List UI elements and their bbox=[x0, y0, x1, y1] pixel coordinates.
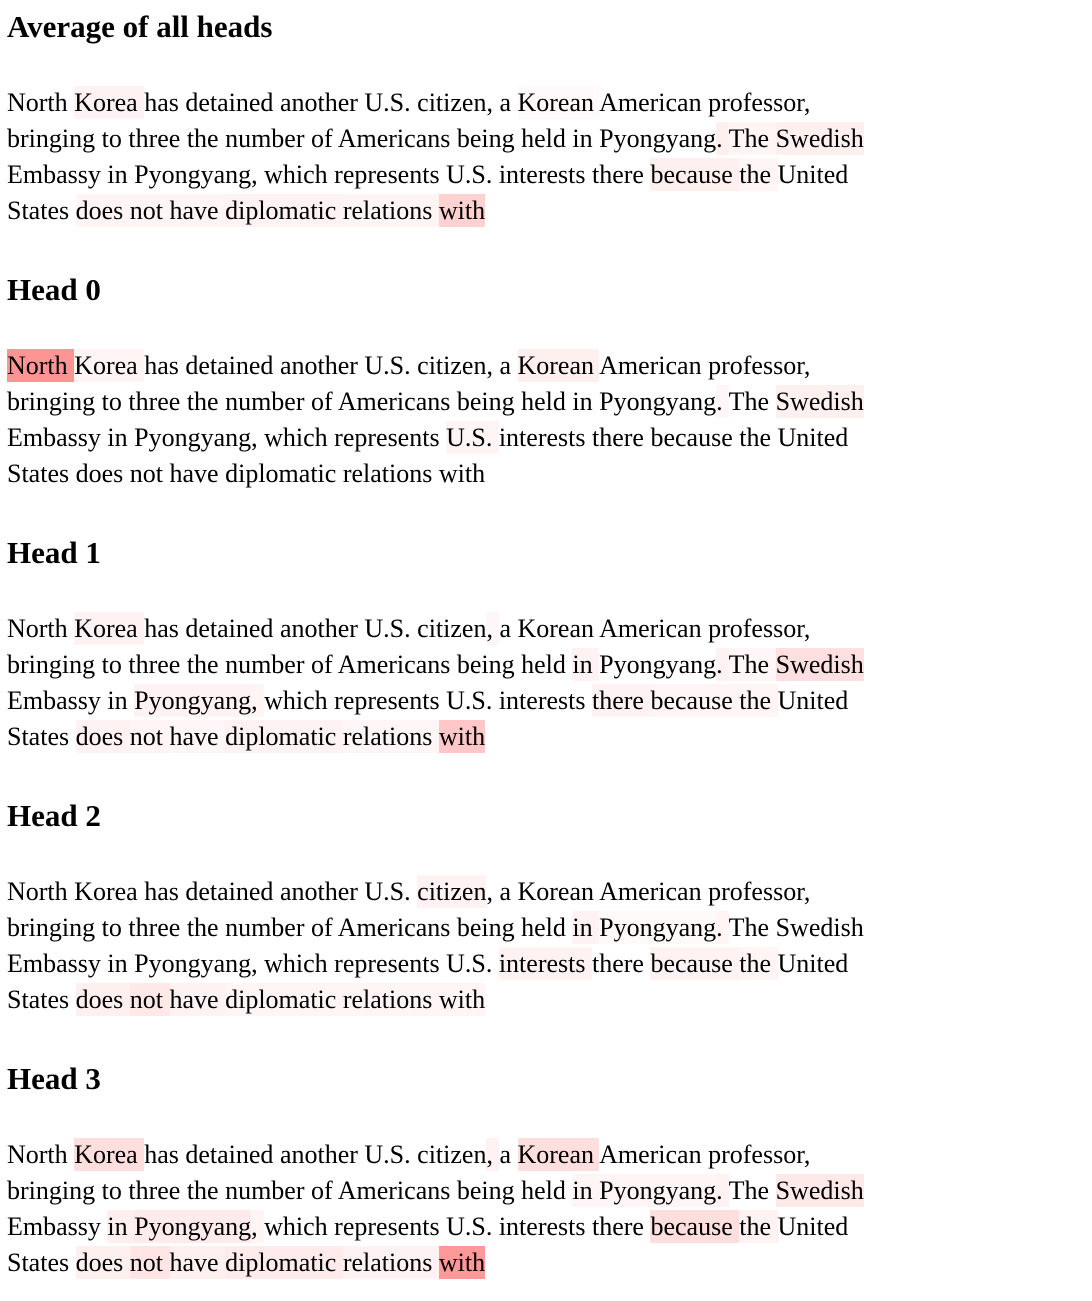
attention-token: , bbox=[803, 877, 811, 906]
attention-token: of bbox=[311, 650, 338, 679]
attention-token: American bbox=[599, 614, 709, 643]
attention-token: with bbox=[438, 459, 486, 488]
attention-token: in bbox=[572, 650, 600, 679]
attention-token: , bbox=[803, 1140, 811, 1169]
attention-token: Americans bbox=[337, 1176, 457, 1205]
attention-token: , bbox=[251, 686, 265, 715]
attention-token: held bbox=[521, 387, 573, 416]
attention-token: held bbox=[521, 650, 573, 679]
attention-token: in bbox=[107, 1212, 135, 1241]
attention-token: of bbox=[311, 387, 338, 416]
attention-token: being bbox=[456, 913, 522, 942]
attention-passage-head-1 bbox=[7, 611, 1082, 755]
attention-token: held bbox=[521, 913, 573, 942]
attention-token: professor bbox=[708, 877, 804, 906]
attention-token: United bbox=[777, 949, 849, 978]
attention-token: Americans bbox=[337, 650, 457, 679]
attention-token: a bbox=[499, 614, 518, 643]
attention-token: , bbox=[251, 160, 265, 189]
attention-token: have bbox=[169, 459, 226, 488]
attention-token: U.S. bbox=[446, 423, 499, 452]
attention-token: interests bbox=[498, 160, 592, 189]
attention-token: professor bbox=[708, 614, 804, 643]
attention-token: Korean bbox=[517, 614, 600, 643]
attention-token: a bbox=[499, 877, 518, 906]
attention-token: represents bbox=[334, 1212, 447, 1241]
attention-token: because bbox=[650, 160, 740, 189]
attention-token: the bbox=[186, 1176, 226, 1205]
attention-token: , bbox=[803, 351, 811, 380]
section-heading-average: Average of all heads bbox=[7, 9, 273, 44]
attention-token: in bbox=[572, 1176, 600, 1205]
attention-token: have bbox=[169, 196, 226, 225]
attention-token: has bbox=[144, 351, 186, 380]
attention-token: The bbox=[728, 1176, 776, 1205]
attention-token: of bbox=[311, 913, 338, 942]
attention-token: the bbox=[739, 423, 778, 452]
attention-token: the bbox=[739, 949, 778, 978]
attention-token: has bbox=[144, 877, 186, 906]
attention-token: three bbox=[128, 913, 187, 942]
attention-token: the bbox=[739, 1212, 778, 1241]
attention-token: American bbox=[599, 351, 709, 380]
attention-token: being bbox=[456, 650, 522, 679]
attention-token: Embassy bbox=[7, 686, 108, 715]
attention-token: with bbox=[438, 196, 486, 225]
attention-token: number bbox=[225, 124, 311, 153]
attention-token: which bbox=[264, 1212, 335, 1241]
attention-token: , bbox=[486, 351, 500, 380]
attention-token: , bbox=[486, 88, 500, 117]
attention-token: Pyongyang bbox=[599, 913, 717, 942]
attention-token: States bbox=[7, 985, 76, 1014]
attention-token: , bbox=[803, 614, 811, 643]
attention-token: which bbox=[264, 949, 335, 978]
attention-token: , bbox=[486, 614, 500, 643]
attention-token: U.S. bbox=[446, 1212, 499, 1241]
attention-token: number bbox=[225, 913, 311, 942]
attention-token: number bbox=[225, 650, 311, 679]
attention-token: which bbox=[264, 160, 335, 189]
section-heading-head-1: Head 1 bbox=[7, 535, 101, 570]
attention-token: The bbox=[728, 124, 776, 153]
attention-token: relations bbox=[342, 459, 439, 488]
attention-token: United bbox=[777, 1212, 849, 1241]
attention-token: Pyongyang bbox=[134, 160, 252, 189]
attention-token: the bbox=[739, 686, 778, 715]
attention-token: professor bbox=[708, 351, 804, 380]
attention-token: Embassy bbox=[7, 160, 108, 189]
attention-token: Swedish bbox=[775, 1176, 864, 1205]
attention-token: The bbox=[728, 650, 776, 679]
attention-token: States bbox=[7, 1248, 76, 1277]
attention-token: have bbox=[169, 1248, 226, 1277]
attention-token: American bbox=[599, 877, 709, 906]
attention-token: North bbox=[7, 1140, 75, 1169]
attention-token: . bbox=[716, 1176, 729, 1205]
attention-token: U.S. bbox=[446, 686, 499, 715]
attention-token: Korean bbox=[517, 1140, 600, 1169]
attention-token: in bbox=[572, 913, 600, 942]
attention-token: U.S. bbox=[364, 877, 418, 906]
attention-token: in bbox=[107, 949, 135, 978]
attention-token: diplomatic bbox=[225, 722, 343, 751]
attention-token: because bbox=[650, 949, 740, 978]
attention-token: American bbox=[599, 1140, 709, 1169]
attention-token: North bbox=[7, 88, 75, 117]
attention-token: Korean bbox=[517, 88, 600, 117]
attention-token: with bbox=[438, 1248, 486, 1277]
attention-token: bringing bbox=[7, 1176, 102, 1205]
attention-token: diplomatic bbox=[225, 1248, 343, 1277]
attention-token: citizen bbox=[417, 1140, 487, 1169]
attention-token: being bbox=[456, 1176, 522, 1205]
attention-token: the bbox=[186, 650, 226, 679]
attention-token: in bbox=[107, 423, 135, 452]
attention-token: not bbox=[129, 985, 170, 1014]
section-heading-head-0: Head 0 bbox=[7, 272, 101, 307]
attention-token: held bbox=[521, 1176, 573, 1205]
attention-token: a bbox=[499, 88, 518, 117]
attention-token: another bbox=[279, 88, 365, 117]
attention-token: , bbox=[486, 877, 500, 906]
attention-token: there bbox=[591, 160, 651, 189]
attention-token: has bbox=[144, 614, 186, 643]
attention-token: another bbox=[279, 351, 365, 380]
attention-token: relations bbox=[342, 196, 439, 225]
attention-token: does bbox=[75, 459, 130, 488]
attention-token: relations bbox=[342, 1248, 439, 1277]
attention-token: The bbox=[728, 913, 776, 942]
attention-token: . bbox=[716, 124, 729, 153]
attention-token: Korean bbox=[517, 351, 600, 380]
attention-token: three bbox=[128, 650, 187, 679]
attention-token: the bbox=[186, 124, 226, 153]
attention-token: three bbox=[128, 124, 187, 153]
attention-passage-head-3 bbox=[7, 1137, 1082, 1281]
section-heading-head-3: Head 3 bbox=[7, 1061, 101, 1096]
attention-token: there bbox=[591, 1212, 651, 1241]
attention-token: Pyongyang bbox=[134, 949, 252, 978]
attention-token: detained bbox=[185, 614, 280, 643]
attention-token: Swedish bbox=[775, 913, 864, 942]
attention-token: Swedish bbox=[775, 650, 864, 679]
attention-token: three bbox=[128, 387, 187, 416]
attention-token: being bbox=[456, 387, 522, 416]
attention-token: U.S. bbox=[364, 351, 418, 380]
attention-token: Korean bbox=[517, 877, 600, 906]
attention-token: detained bbox=[185, 1140, 280, 1169]
attention-token: Korea bbox=[74, 614, 145, 643]
attention-token: not bbox=[129, 459, 170, 488]
attention-token: bringing bbox=[7, 913, 102, 942]
attention-token: which bbox=[264, 423, 335, 452]
attention-token: North bbox=[7, 614, 75, 643]
attention-token: to bbox=[101, 913, 129, 942]
attention-token: does bbox=[75, 1248, 130, 1277]
attention-token: American bbox=[599, 88, 709, 117]
attention-token: . bbox=[716, 913, 729, 942]
attention-token: Pyongyang bbox=[134, 1212, 252, 1241]
attention-token: , bbox=[803, 88, 811, 117]
attention-token: relations bbox=[342, 722, 439, 751]
attention-token: Pyongyang bbox=[599, 124, 717, 153]
attention-token: Embassy bbox=[7, 1212, 108, 1241]
section-heading-head-2: Head 2 bbox=[7, 798, 101, 833]
attention-token: bringing bbox=[7, 387, 102, 416]
attention-token: has bbox=[144, 1140, 186, 1169]
attention-token: a bbox=[499, 1140, 518, 1169]
attention-token: another bbox=[279, 614, 365, 643]
attention-token: has bbox=[144, 88, 186, 117]
attention-token: another bbox=[279, 1140, 365, 1169]
attention-token: Pyongyang bbox=[134, 686, 252, 715]
attention-token: . bbox=[716, 650, 729, 679]
attention-token: because bbox=[650, 686, 740, 715]
attention-token: the bbox=[186, 913, 226, 942]
attention-token: diplomatic bbox=[225, 459, 343, 488]
attention-token: of bbox=[311, 1176, 338, 1205]
attention-token: held bbox=[521, 124, 573, 153]
attention-token: bringing bbox=[7, 124, 102, 153]
attention-token: of bbox=[311, 124, 338, 153]
attention-token: Korea bbox=[74, 877, 145, 906]
attention-token: interests bbox=[498, 949, 592, 978]
attention-token: represents bbox=[334, 160, 447, 189]
attention-passage-average bbox=[7, 85, 1082, 229]
attention-token: States bbox=[7, 459, 76, 488]
attention-token: Korea bbox=[74, 351, 145, 380]
attention-token: professor bbox=[708, 1140, 804, 1169]
attention-token: , bbox=[251, 1212, 265, 1241]
attention-token: being bbox=[456, 124, 522, 153]
attention-token: Americans bbox=[337, 124, 457, 153]
attention-token: United bbox=[777, 423, 849, 452]
attention-token: number bbox=[225, 1176, 311, 1205]
attention-token: to bbox=[101, 124, 129, 153]
attention-token: Americans bbox=[337, 387, 457, 416]
attention-token: U.S. bbox=[364, 614, 418, 643]
attention-token: to bbox=[101, 650, 129, 679]
attention-token: represents bbox=[334, 423, 447, 452]
attention-token: in bbox=[107, 160, 135, 189]
attention-passage-head-2 bbox=[7, 874, 1082, 1018]
attention-token: Embassy bbox=[7, 949, 108, 978]
attention-token: represents bbox=[334, 686, 447, 715]
attention-token: North bbox=[7, 351, 75, 380]
attention-token: United bbox=[777, 686, 849, 715]
attention-token: U.S. bbox=[364, 1140, 418, 1169]
attention-token: United bbox=[777, 160, 849, 189]
attention-passage-head-0 bbox=[7, 348, 1082, 492]
attention-token: citizen bbox=[417, 877, 487, 906]
attention-token: Korea bbox=[74, 88, 145, 117]
attention-token: to bbox=[101, 387, 129, 416]
attention-token: because bbox=[650, 1212, 740, 1241]
attention-token: not bbox=[129, 722, 170, 751]
attention-token: citizen bbox=[417, 351, 487, 380]
attention-token: , bbox=[486, 1140, 500, 1169]
attention-token: North bbox=[7, 877, 75, 906]
attention-token: because bbox=[650, 423, 740, 452]
attention-token: represents bbox=[334, 949, 447, 978]
attention-token: have bbox=[169, 722, 226, 751]
attention-token: professor bbox=[708, 88, 804, 117]
attention-token: Swedish bbox=[775, 387, 864, 416]
attention-token: does bbox=[75, 196, 130, 225]
attention-token: which bbox=[264, 686, 335, 715]
attention-token: the bbox=[739, 160, 778, 189]
attention-token: three bbox=[128, 1176, 187, 1205]
attention-token: , bbox=[251, 423, 265, 452]
attention-token: does bbox=[75, 722, 130, 751]
attention-token: with bbox=[438, 985, 486, 1014]
attention-token: diplomatic bbox=[225, 196, 343, 225]
attention-token: there bbox=[591, 686, 651, 715]
attention-token: detained bbox=[185, 877, 280, 906]
attention-token: citizen bbox=[417, 614, 487, 643]
attention-token: Korea bbox=[74, 1140, 145, 1169]
attention-token: not bbox=[129, 196, 170, 225]
attention-token: Pyongyang bbox=[599, 387, 717, 416]
attention-token: another bbox=[279, 877, 365, 906]
attention-token: interests bbox=[498, 423, 592, 452]
attention-token: there bbox=[591, 949, 651, 978]
attention-token: interests bbox=[498, 1212, 592, 1241]
attention-token: Pyongyang bbox=[599, 650, 717, 679]
attention-token: in bbox=[572, 387, 600, 416]
attention-token: the bbox=[186, 387, 226, 416]
attention-token: relations bbox=[342, 985, 439, 1014]
attention-token: interests bbox=[498, 686, 592, 715]
attention-token: The bbox=[728, 387, 776, 416]
attention-token: Americans bbox=[337, 913, 457, 942]
attention-token: in bbox=[572, 124, 600, 153]
attention-token: Pyongyang bbox=[599, 1176, 717, 1205]
attention-token: citizen bbox=[417, 88, 487, 117]
attention-token: U.S. bbox=[364, 88, 418, 117]
attention-token: Embassy bbox=[7, 423, 108, 452]
attention-token: . bbox=[716, 387, 729, 416]
attention-token: U.S. bbox=[446, 160, 499, 189]
attention-token: in bbox=[107, 686, 135, 715]
attention-token: States bbox=[7, 722, 76, 751]
attention-token: does bbox=[75, 985, 130, 1014]
attention-token: a bbox=[499, 351, 518, 380]
attention-token: Pyongyang bbox=[134, 423, 252, 452]
attention-token: number bbox=[225, 387, 311, 416]
attention-token: with bbox=[438, 722, 486, 751]
attention-token: detained bbox=[185, 88, 280, 117]
attention-token: detained bbox=[185, 351, 280, 380]
attention-token: diplomatic bbox=[225, 985, 343, 1014]
attention-token: U.S. bbox=[446, 949, 499, 978]
attention-token: Swedish bbox=[775, 124, 864, 153]
attention-token: not bbox=[129, 1248, 170, 1277]
attention-token: States bbox=[7, 196, 76, 225]
attention-token: there bbox=[591, 423, 651, 452]
attention-token: to bbox=[101, 1176, 129, 1205]
attention-token: bringing bbox=[7, 650, 102, 679]
attention-token: have bbox=[169, 985, 226, 1014]
attention-token: , bbox=[251, 949, 265, 978]
